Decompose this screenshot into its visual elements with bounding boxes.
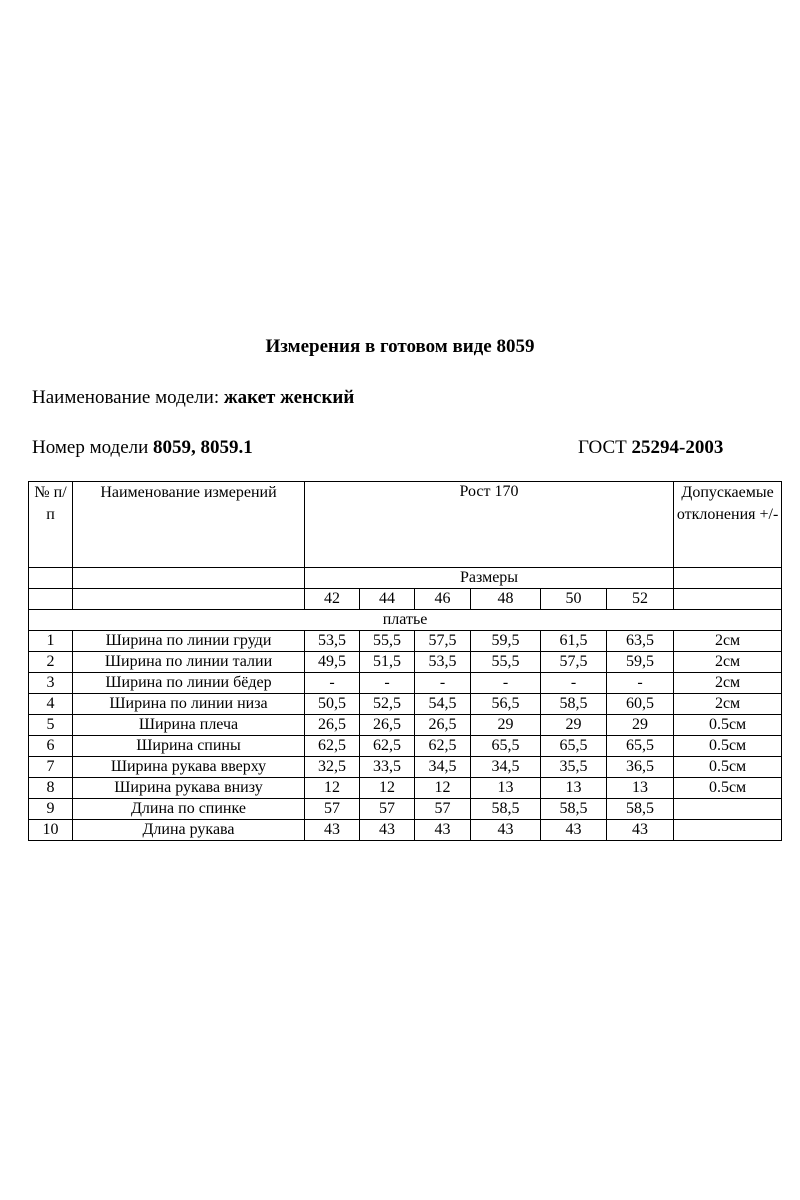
measurement-value: 55,5 (360, 631, 415, 652)
measurement-value: 26,5 (305, 715, 360, 736)
table-row (29, 652, 782, 673)
row-number: 2 (29, 652, 73, 673)
table-row (29, 799, 782, 820)
measurement-value: 43 (541, 820, 607, 841)
sizes-header: Размеры (305, 568, 674, 589)
measurement-name: Ширина спины (73, 736, 305, 757)
measurement-value: 13 (471, 778, 541, 799)
measurement-value: 65,5 (607, 736, 674, 757)
tolerance-value: 0.5см (674, 778, 782, 799)
measurement-value: 58,5 (541, 799, 607, 820)
measurement-value: 43 (415, 820, 471, 841)
measurement-value: 59,5 (607, 652, 674, 673)
col-name-header: Наименование измерений (73, 482, 305, 568)
measurement-name: Ширина по линии низа (73, 694, 305, 715)
measurement-value: 34,5 (415, 757, 471, 778)
measurement-value: 33,5 (360, 757, 415, 778)
measurement-value: - (471, 673, 541, 694)
table-row (29, 736, 782, 757)
row-number: 6 (29, 736, 73, 757)
measurement-value: 57,5 (415, 631, 471, 652)
empty-cell (29, 589, 73, 610)
measurement-value: 59,5 (471, 631, 541, 652)
measurement-value: 52,5 (360, 694, 415, 715)
measurement-value: - (360, 673, 415, 694)
measurement-value: 58,5 (471, 799, 541, 820)
tolerance-value (674, 799, 782, 820)
measurement-value: 12 (305, 778, 360, 799)
measurement-value: 29 (607, 715, 674, 736)
measurement-name: Ширина по линии талии (73, 652, 305, 673)
measurement-value: 58,5 (541, 694, 607, 715)
empty-cell (674, 568, 782, 589)
measurement-name: Ширина рукава внизу (73, 778, 305, 799)
model-name-value: жакет женский (223, 387, 355, 408)
model-number-line (32, 437, 253, 459)
measurement-value: 35,5 (541, 757, 607, 778)
model-name-line (32, 387, 354, 409)
measurement-value: 12 (360, 778, 415, 799)
measurement-name: Ширина по линии груди (73, 631, 305, 652)
measurement-value: 32,5 (305, 757, 360, 778)
size-cell: 50 (541, 589, 607, 610)
measurement-value: 58,5 (607, 799, 674, 820)
sizes-label-row (29, 568, 782, 589)
measurements-table (28, 481, 782, 841)
row-number: 9 (29, 799, 73, 820)
size-cell: 44 (360, 589, 415, 610)
table-row (29, 820, 782, 841)
measurement-value: - (305, 673, 360, 694)
size-cell: 48 (471, 589, 541, 610)
measurement-value: - (541, 673, 607, 694)
measurement-value: 12 (415, 778, 471, 799)
measurement-value: 43 (607, 820, 674, 841)
measurement-value: - (415, 673, 471, 694)
measurement-value: 36,5 (607, 757, 674, 778)
measurement-value: 65,5 (471, 736, 541, 757)
measurement-value: 49,5 (305, 652, 360, 673)
measurement-value: 56,5 (471, 694, 541, 715)
tolerance-value: 2см (674, 694, 782, 715)
table-row (29, 631, 782, 652)
model-number-value: 8059, 8059.1 (153, 437, 253, 458)
row-number: 4 (29, 694, 73, 715)
measurement-value: 53,5 (415, 652, 471, 673)
tolerance-header: Допускаемые отклонения +/- (674, 482, 782, 568)
measurement-value: 55,5 (471, 652, 541, 673)
empty-cell (674, 589, 782, 610)
measurement-value: 26,5 (415, 715, 471, 736)
table-row (29, 694, 782, 715)
empty-cell (73, 568, 305, 589)
gost-line (578, 437, 723, 459)
measurement-value: - (607, 673, 674, 694)
measurement-value: 62,5 (415, 736, 471, 757)
measurement-value: 29 (471, 715, 541, 736)
table-row (29, 715, 782, 736)
measurement-name: Ширина рукава вверху (73, 757, 305, 778)
model-number-label: Номер модели (32, 437, 149, 458)
measurement-value: 54,5 (415, 694, 471, 715)
measurement-value: 63,5 (607, 631, 674, 652)
measurement-value: 57 (360, 799, 415, 820)
tolerance-value (674, 820, 782, 841)
tolerance-value: 0.5см (674, 715, 782, 736)
measurement-value: 43 (305, 820, 360, 841)
height-header: Рост 170 (305, 482, 674, 568)
gost-label: ГОСТ (578, 437, 627, 458)
table-row (29, 673, 782, 694)
measurement-value: 43 (360, 820, 415, 841)
row-number: 5 (29, 715, 73, 736)
measurement-value: 53,5 (305, 631, 360, 652)
table-row (29, 757, 782, 778)
tolerance-value: 0.5см (674, 736, 782, 757)
measurement-value: 57 (305, 799, 360, 820)
measurement-value: 62,5 (305, 736, 360, 757)
row-number: 10 (29, 820, 73, 841)
model-name-label: Наименование модели: (32, 387, 220, 408)
tolerance-value: 2см (674, 673, 782, 694)
gost-value: 25294-2003 (631, 437, 724, 458)
table-row (29, 778, 782, 799)
row-number: 8 (29, 778, 73, 799)
measurement-name: Длина по спинке (73, 799, 305, 820)
measurement-value: 43 (471, 820, 541, 841)
measurement-value: 29 (541, 715, 607, 736)
size-cell: 46 (415, 589, 471, 610)
header-row (29, 482, 782, 568)
measurement-value: 62,5 (360, 736, 415, 757)
size-cell: 42 (305, 589, 360, 610)
row-number: 3 (29, 673, 73, 694)
measurement-value: 57,5 (541, 652, 607, 673)
measurement-value: 51,5 (360, 652, 415, 673)
tolerance-value: 0.5см (674, 757, 782, 778)
row-number: 1 (29, 631, 73, 652)
measurement-value: 61,5 (541, 631, 607, 652)
row-number: 7 (29, 757, 73, 778)
sizes-row (29, 589, 782, 610)
measurement-value: 26,5 (360, 715, 415, 736)
measurement-name: Ширина по линии бёдер (73, 673, 305, 694)
section-label: платье (29, 610, 782, 631)
size-cell: 52 (607, 589, 674, 610)
measurement-value: 60,5 (607, 694, 674, 715)
col-no-header: № п/п (29, 482, 73, 568)
empty-cell (29, 568, 73, 589)
measurement-value: 13 (541, 778, 607, 799)
measurement-value: 13 (607, 778, 674, 799)
tolerance-value: 2см (674, 631, 782, 652)
measurement-value: 34,5 (471, 757, 541, 778)
measurement-value: 57 (415, 799, 471, 820)
document-title: Измерения в готовом виде 8059 (265, 336, 535, 357)
measurement-value: 65,5 (541, 736, 607, 757)
tolerance-value: 2см (674, 652, 782, 673)
measurement-name: Ширина плеча (73, 715, 305, 736)
measurement-value: 50,5 (305, 694, 360, 715)
empty-cell (73, 589, 305, 610)
section-row (29, 610, 782, 631)
measurement-name: Длина рукава (73, 820, 305, 841)
